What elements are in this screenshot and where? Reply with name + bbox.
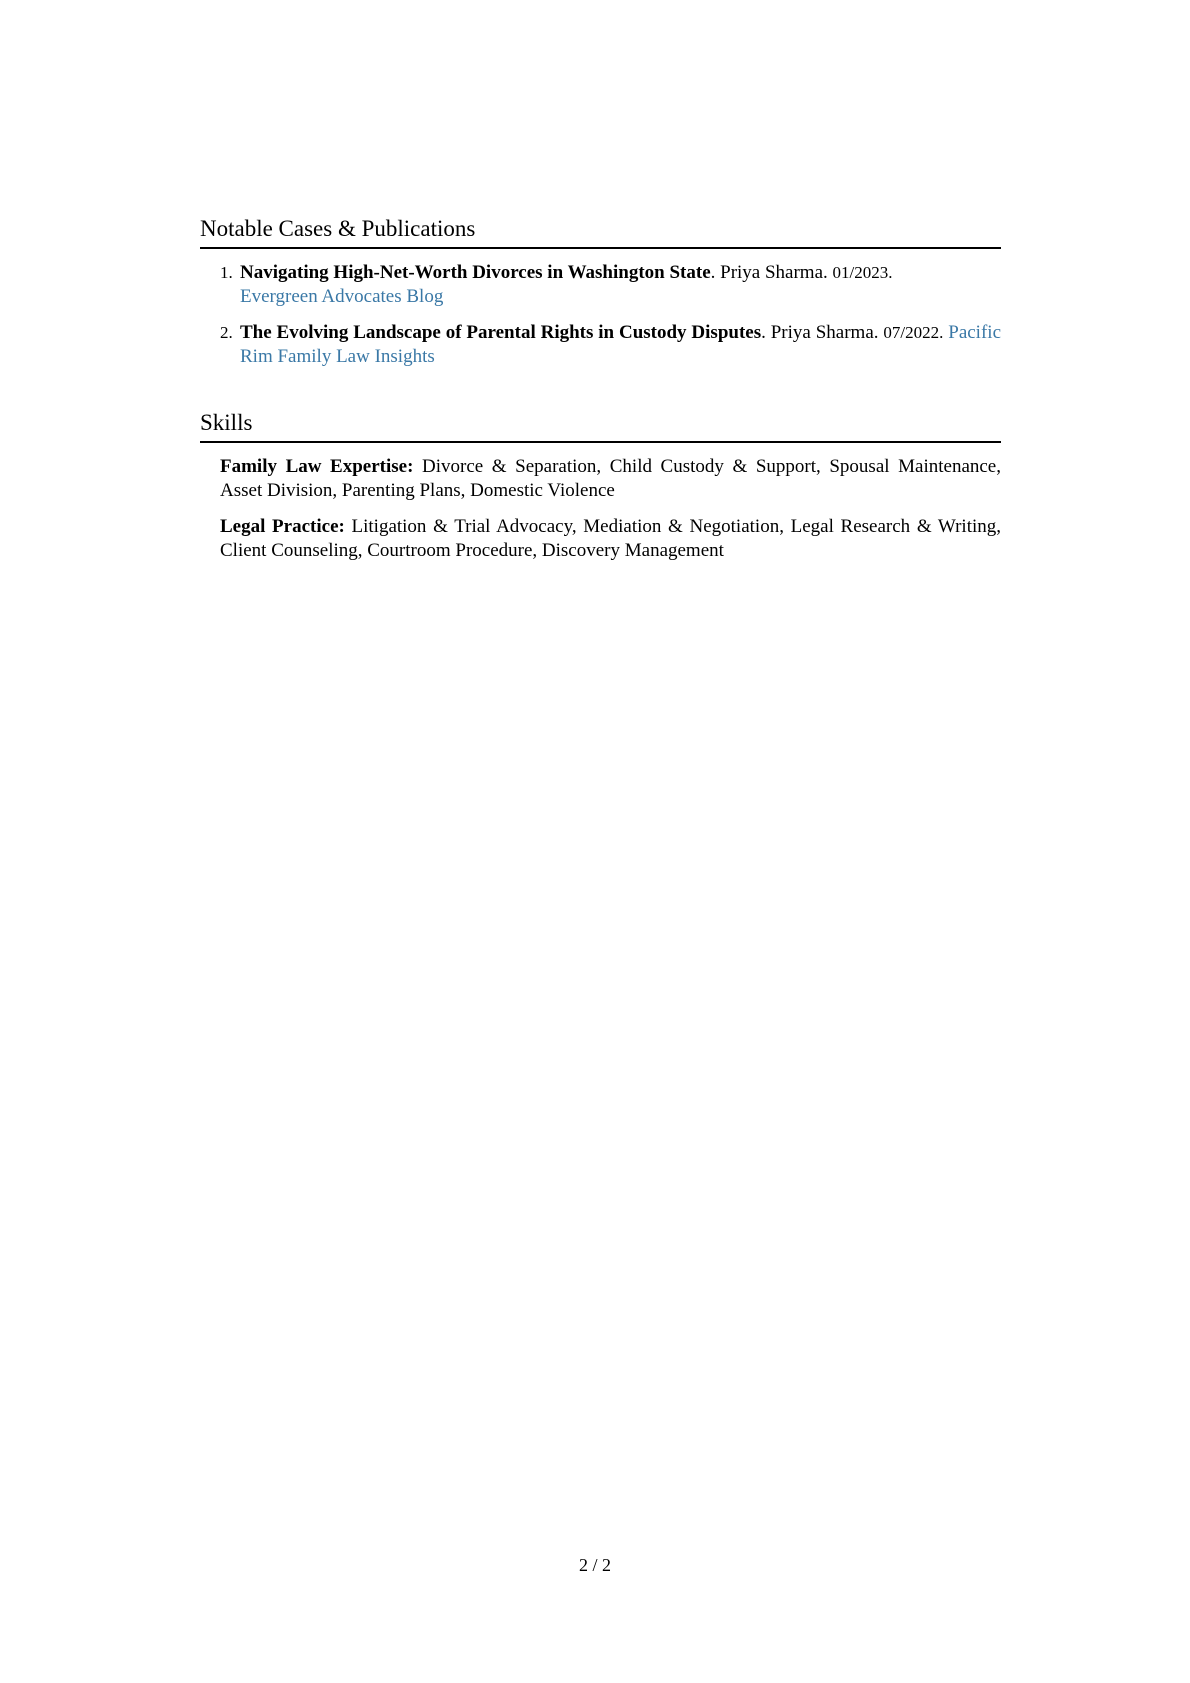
publication-number: 2. bbox=[220, 323, 233, 342]
skill-value: Divorce & Separation, Child Custody & Support, Spousal Maintenance, Asset Division, Parenting Plans, Domestic Violence bbox=[220, 456, 1001, 501]
publication-source-link[interactable]: Evergreen Advocates Blog bbox=[240, 286, 444, 307]
skill-label: Family Law Expertise: bbox=[220, 456, 414, 477]
publication-item: 2. The Evolving Landscape of Parental Rights in Custody Disputes. Priya Sharma. 07/2022. Pacific Rim Family Law Insights bbox=[220, 322, 1002, 367]
publication-source-link[interactable]: Pacific Rim Family Law Insights bbox=[240, 322, 1002, 367]
publication-date: 01/2023. bbox=[832, 263, 893, 282]
publications-list bbox=[200, 261, 1001, 369]
skill-value: Litigation & Trial Advocacy, Mediation & Negotiation, Legal Research & Writing, Client Counseling, Courtroom Procedure, Discovery Management bbox=[220, 516, 1002, 561]
publication-item: 1. Navigating High-Net-Worth Divorces in Washington State. Priya Sharma. 01/2023. Evergreen Advocates Blog bbox=[220, 262, 893, 307]
skill-label: Legal Practice: bbox=[220, 516, 345, 537]
publications-section bbox=[200, 215, 1001, 369]
skill-item bbox=[200, 515, 1001, 563]
section-heading-publications: Notable Cases & Publications bbox=[200, 215, 1001, 249]
section-heading-skills: Skills bbox=[200, 409, 1001, 443]
publication-title: Navigating High-Net-Worth Divorces in Washington State bbox=[240, 262, 711, 283]
skills-section bbox=[200, 409, 1001, 563]
publication-date: 07/2022. bbox=[883, 323, 944, 342]
publication-author: Priya Sharma. bbox=[720, 262, 828, 283]
skill-item bbox=[200, 455, 1001, 503]
publication-title: The Evolving Landscape of Parental Rights in Custody Disputes bbox=[240, 322, 762, 343]
publication-author: Priya Sharma. bbox=[770, 322, 879, 343]
resume-page-content bbox=[200, 215, 1001, 563]
publication-number: 1. bbox=[220, 263, 233, 282]
page-number: 2 / 2 bbox=[578, 1555, 611, 1575]
